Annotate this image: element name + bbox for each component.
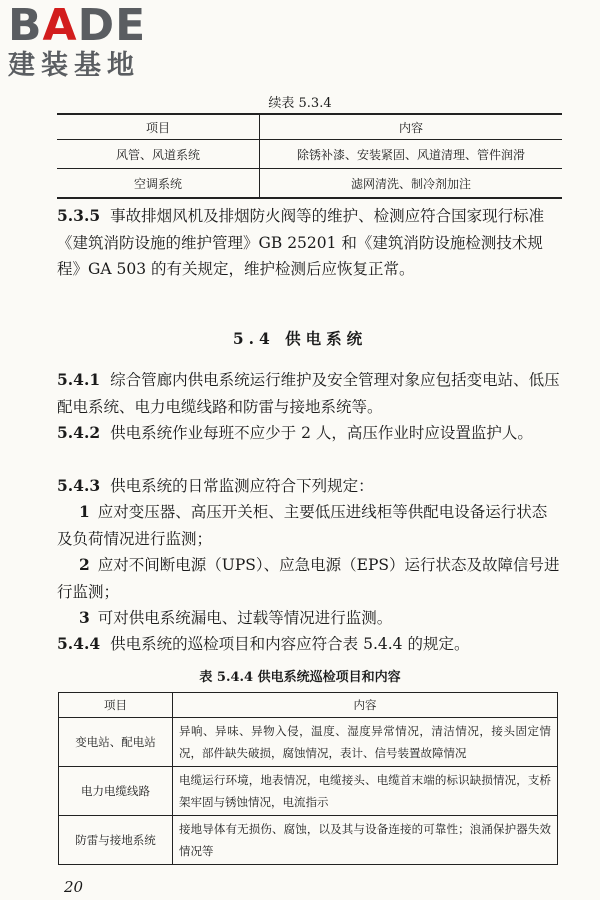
item-number: 1 xyxy=(79,502,90,521)
clause-5-4-1 xyxy=(57,367,562,420)
cell-item: 防雷与接地系统 xyxy=(59,816,173,865)
clause-5-4-3 xyxy=(57,473,562,500)
table-row xyxy=(59,816,558,865)
clause-text: 供电系统的巡检项目和内容应符合表 5.4.4 的规定。 xyxy=(110,635,470,653)
clause-5-4-2 xyxy=(57,420,562,447)
logo-wordmark: BADE xyxy=(8,0,147,51)
cell-item: 空调系统 xyxy=(57,169,260,199)
clause-5-4-3-item-3 xyxy=(57,605,562,632)
cell-item: 电力电缆线路 xyxy=(59,767,173,816)
cell-content: 接地导体有无损伤、腐蚀，以及其与设备连接的可靠性；浪涌保护器失效情况等 xyxy=(173,816,558,865)
column-header-content: 内容 xyxy=(173,693,558,718)
section-heading: 5.4 供电系统 xyxy=(232,329,368,348)
cell-item: 风管、风道系统 xyxy=(57,140,260,169)
clause-5-3-5 xyxy=(57,203,562,283)
item-number: 2 xyxy=(79,555,90,574)
clause-text: 供电系统的日常监测应符合下列规定： xyxy=(110,477,374,495)
item-text: 可对供电系统漏电、过载等情况进行监测。 xyxy=(97,609,393,627)
brand-logo xyxy=(8,0,147,82)
column-header-content: 内容 xyxy=(260,114,563,140)
table-row xyxy=(59,767,558,816)
page-number: 20 xyxy=(64,878,84,896)
clause-text: 综合管廊内供电系统运行维护及安全管理对象应包括变电站、低压配电系统、电力电缆线路和防雷与接地系统等。 xyxy=(57,371,560,416)
cell-content: 异响、异味、异物入侵，温度、湿度异常情况，清洁情况，接头固定情况，部件缺失破损，腐蚀情况，表计、信号装置故障情况 xyxy=(173,718,558,767)
item-text: 应对变压器、高压开关柜、主要低压进线柜等供配电设备运行状态及负荷情况进行监测； xyxy=(57,503,548,548)
cell-content: 电缆运行环境，地表情况，电缆接头、电缆首末端的标识缺损情况，支桥架牢固与锈蚀情况，电流指示 xyxy=(173,767,558,816)
cell-content: 滤网清洗、制冷剂加注 xyxy=(260,169,563,199)
column-header-item: 项目 xyxy=(57,114,260,140)
clause-number: 5.4.1 xyxy=(57,370,101,389)
clause-number: 5.4.4 xyxy=(57,634,101,653)
clause-text: 供电系统作业每班不应少于 2 人，高压作业时应设置监护人。 xyxy=(110,424,533,442)
clause-number: 5.4.3 xyxy=(57,476,101,495)
table-header-row xyxy=(57,114,562,140)
table-5-4-4 xyxy=(58,692,558,865)
logo-subtitle: 建装基地 xyxy=(8,50,140,81)
table-row xyxy=(59,718,558,767)
table-header-row xyxy=(59,693,558,718)
table-row xyxy=(57,169,562,199)
table-row xyxy=(57,140,562,169)
table-5-3-4-continued xyxy=(57,113,562,199)
clause-5-4-3-item-2 xyxy=(57,552,562,605)
clause-number: 5.4.2 xyxy=(57,423,101,442)
cell-content: 除锈补漆、安装紧固、风道清理、管件润滑 xyxy=(260,140,563,169)
column-header-item: 项目 xyxy=(59,693,173,718)
clause-5-4-3-item-1 xyxy=(57,499,562,552)
clause-number: 5.3.5 xyxy=(57,206,101,225)
item-number: 3 xyxy=(79,608,90,627)
table-5-4-4-caption: 表 5.4.4 供电系统巡检项目和内容 xyxy=(199,670,401,685)
table-5-3-4-continued-caption: 续表 5.3.4 xyxy=(268,96,332,111)
clause-text: 事故排烟风机及排烟防火阀等的维护、检测应符合国家现行标准《建筑消防设施的维护管理》GB 25201 和《建筑消防设施检测技术规程》GA 503 的有关规定，维护检测后应恢复正常。 xyxy=(57,207,545,278)
cell-item: 变电站、配电站 xyxy=(59,718,173,767)
clause-5-4-4 xyxy=(57,631,562,658)
item-text: 应对不间断电源（UPS）、应急电源（EPS）运行状态及故障信号进行监测； xyxy=(57,556,560,601)
